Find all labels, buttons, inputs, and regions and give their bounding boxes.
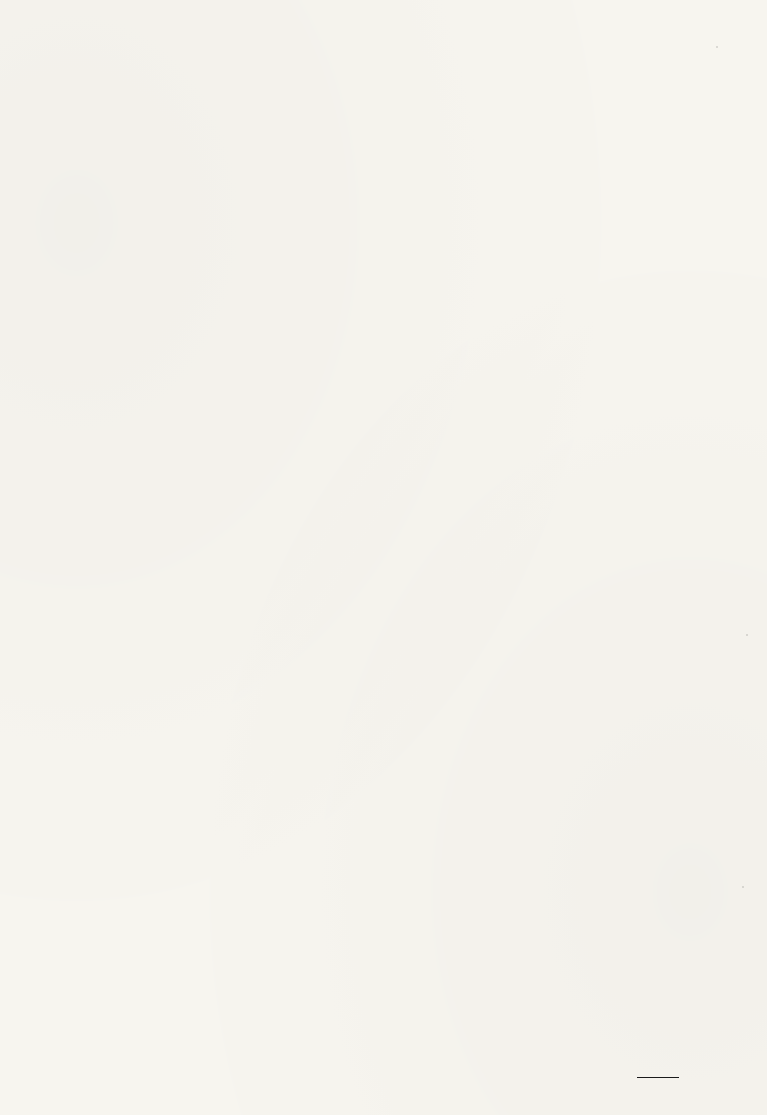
page-footer xyxy=(637,1077,679,1081)
folio-rule xyxy=(637,1077,679,1078)
paper-speck xyxy=(742,886,744,888)
paper-speck xyxy=(746,634,748,636)
paper-speck xyxy=(716,46,718,48)
